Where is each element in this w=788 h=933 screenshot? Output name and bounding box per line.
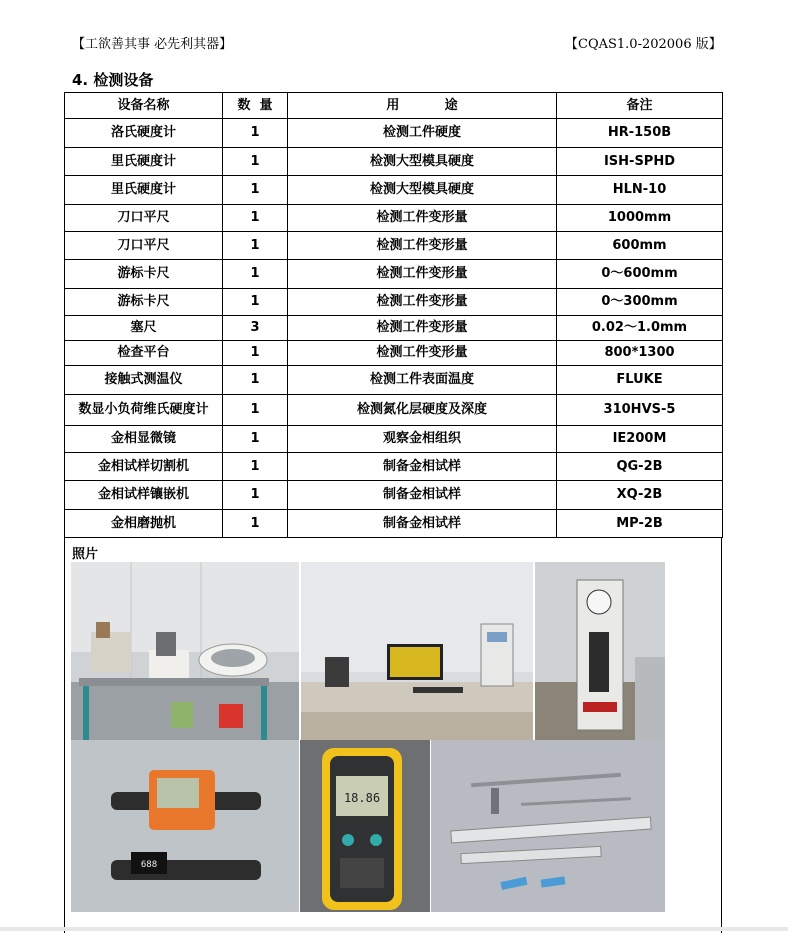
- cell-equipment-name: 刀口平尺: [65, 232, 223, 260]
- photo-label: 照片: [72, 547, 99, 562]
- table-row: [65, 395, 723, 426]
- cell-purpose: 检测工件变形量: [288, 205, 557, 232]
- table-row: [65, 341, 723, 366]
- table-row: [65, 426, 723, 453]
- photo-section: [64, 538, 722, 933]
- table-row: [65, 453, 723, 481]
- photo-microscope: [301, 562, 533, 740]
- cell-equipment-name: 检查平台: [65, 341, 223, 366]
- cell-quantity: 3: [223, 316, 288, 341]
- cell-remark: IE200M: [557, 426, 723, 453]
- cell-purpose: 检测工件表面温度: [288, 366, 557, 395]
- cell-remark: HR-150B: [557, 119, 723, 148]
- cell-purpose: 检测工件变形量: [288, 260, 557, 289]
- cell-quantity: 1: [223, 341, 288, 366]
- table-row: [65, 316, 723, 341]
- cell-purpose: 检测工件硬度: [288, 119, 557, 148]
- table-row: [65, 119, 723, 148]
- cell-equipment-name: 游标卡尺: [65, 260, 223, 289]
- cell-equipment-name: 里氏硬度计: [65, 148, 223, 176]
- table-row: [65, 366, 723, 395]
- cell-remark: HLN-10: [557, 176, 723, 205]
- cell-purpose: 观察金相组织: [288, 426, 557, 453]
- cell-remark: 0～300mm: [557, 289, 723, 316]
- cell-quantity: 1: [223, 510, 288, 538]
- table-row: [65, 232, 723, 260]
- col-header-name: 设备名称: [65, 93, 223, 119]
- cell-quantity: 1: [223, 453, 288, 481]
- cell-remark: FLUKE: [557, 366, 723, 395]
- table-row: [65, 481, 723, 510]
- cell-remark: 1000mm: [557, 205, 723, 232]
- cell-purpose: 检测工件变形量: [288, 289, 557, 316]
- cell-equipment-name: 刀口平尺: [65, 205, 223, 232]
- cell-remark: 600mm: [557, 232, 723, 260]
- cell-equipment-name: 数显小负荷维氏硬度计: [65, 395, 223, 426]
- cell-quantity: 1: [223, 289, 288, 316]
- cell-quantity: 1: [223, 395, 288, 426]
- cell-equipment-name: 金相磨抛机: [65, 510, 223, 538]
- cell-equipment-name: 金相试样切割机: [65, 453, 223, 481]
- cell-equipment-name: 塞尺: [65, 316, 223, 341]
- table-row: [65, 289, 723, 316]
- header-motto: 【工欲善其事 必先利其器】: [72, 37, 233, 52]
- cell-purpose: 制备金相试样: [288, 481, 557, 510]
- cell-equipment-name: 洛氏硬度计: [65, 119, 223, 148]
- cell-equipment-name: 里氏硬度计: [65, 176, 223, 205]
- photo-calipers-rulers: [431, 740, 665, 912]
- cell-purpose: 检测大型模具硬度: [288, 176, 557, 205]
- cell-remark: MP-2B: [557, 510, 723, 538]
- table-row: [65, 260, 723, 289]
- cell-remark: QG-2B: [557, 453, 723, 481]
- cell-quantity: 1: [223, 260, 288, 289]
- cell-equipment-name: 游标卡尺: [65, 289, 223, 316]
- header-doc-version: 【CQAS1.0-202006 版】: [565, 37, 722, 52]
- cell-remark: XQ-2B: [557, 481, 723, 510]
- photo-rockwell-tester: [535, 562, 665, 740]
- cell-quantity: 1: [223, 481, 288, 510]
- cell-purpose: 检测工件变形量: [288, 341, 557, 366]
- cell-equipment-name: 金相显微镜: [65, 426, 223, 453]
- cell-purpose: 检测氮化层硬度及深度: [288, 395, 557, 426]
- cell-equipment-name: 接触式测温仪: [65, 366, 223, 395]
- cell-purpose: 制备金相试样: [288, 453, 557, 481]
- cell-quantity: 1: [223, 176, 288, 205]
- cell-quantity: 1: [223, 205, 288, 232]
- photo-lab-bench: [71, 562, 299, 740]
- cell-quantity: 1: [223, 366, 288, 395]
- table-row: [65, 148, 723, 176]
- section-title: 4. 检测设备: [72, 71, 154, 89]
- cell-purpose: 检测工件变形量: [288, 316, 557, 341]
- table-row: [65, 205, 723, 232]
- cell-remark: 0～600mm: [557, 260, 723, 289]
- cell-purpose: 检测工件变形量: [288, 232, 557, 260]
- cell-purpose: 检测大型模具硬度: [288, 148, 557, 176]
- cell-remark: 0.02～1.0mm: [557, 316, 723, 341]
- photo-fluke-thermometer: [300, 740, 430, 912]
- col-header-purpose: 用 途: [288, 93, 557, 119]
- photo-leeb-testers: [71, 740, 299, 912]
- meter-reading-text: 18.86: [343, 791, 381, 805]
- col-header-qty: 数 量: [223, 93, 288, 119]
- equipment-table: [64, 92, 723, 538]
- hardness-display-text: 688: [140, 860, 158, 870]
- cell-quantity: 1: [223, 232, 288, 260]
- cell-equipment-name: 金相试样镶嵌机: [65, 481, 223, 510]
- table-row: [65, 176, 723, 205]
- cell-quantity: 1: [223, 148, 288, 176]
- cell-remark: 310HVS-5: [557, 395, 723, 426]
- cell-quantity: 1: [223, 119, 288, 148]
- table-header-row: [65, 93, 723, 119]
- page-bottom-strip: [0, 927, 788, 931]
- cell-quantity: 1: [223, 426, 288, 453]
- cell-remark: ISH-SPHD: [557, 148, 723, 176]
- cell-remark: 800*1300: [557, 341, 723, 366]
- cell-purpose: 制备金相试样: [288, 510, 557, 538]
- col-header-remark: 备注: [557, 93, 723, 119]
- table-row: [65, 510, 723, 538]
